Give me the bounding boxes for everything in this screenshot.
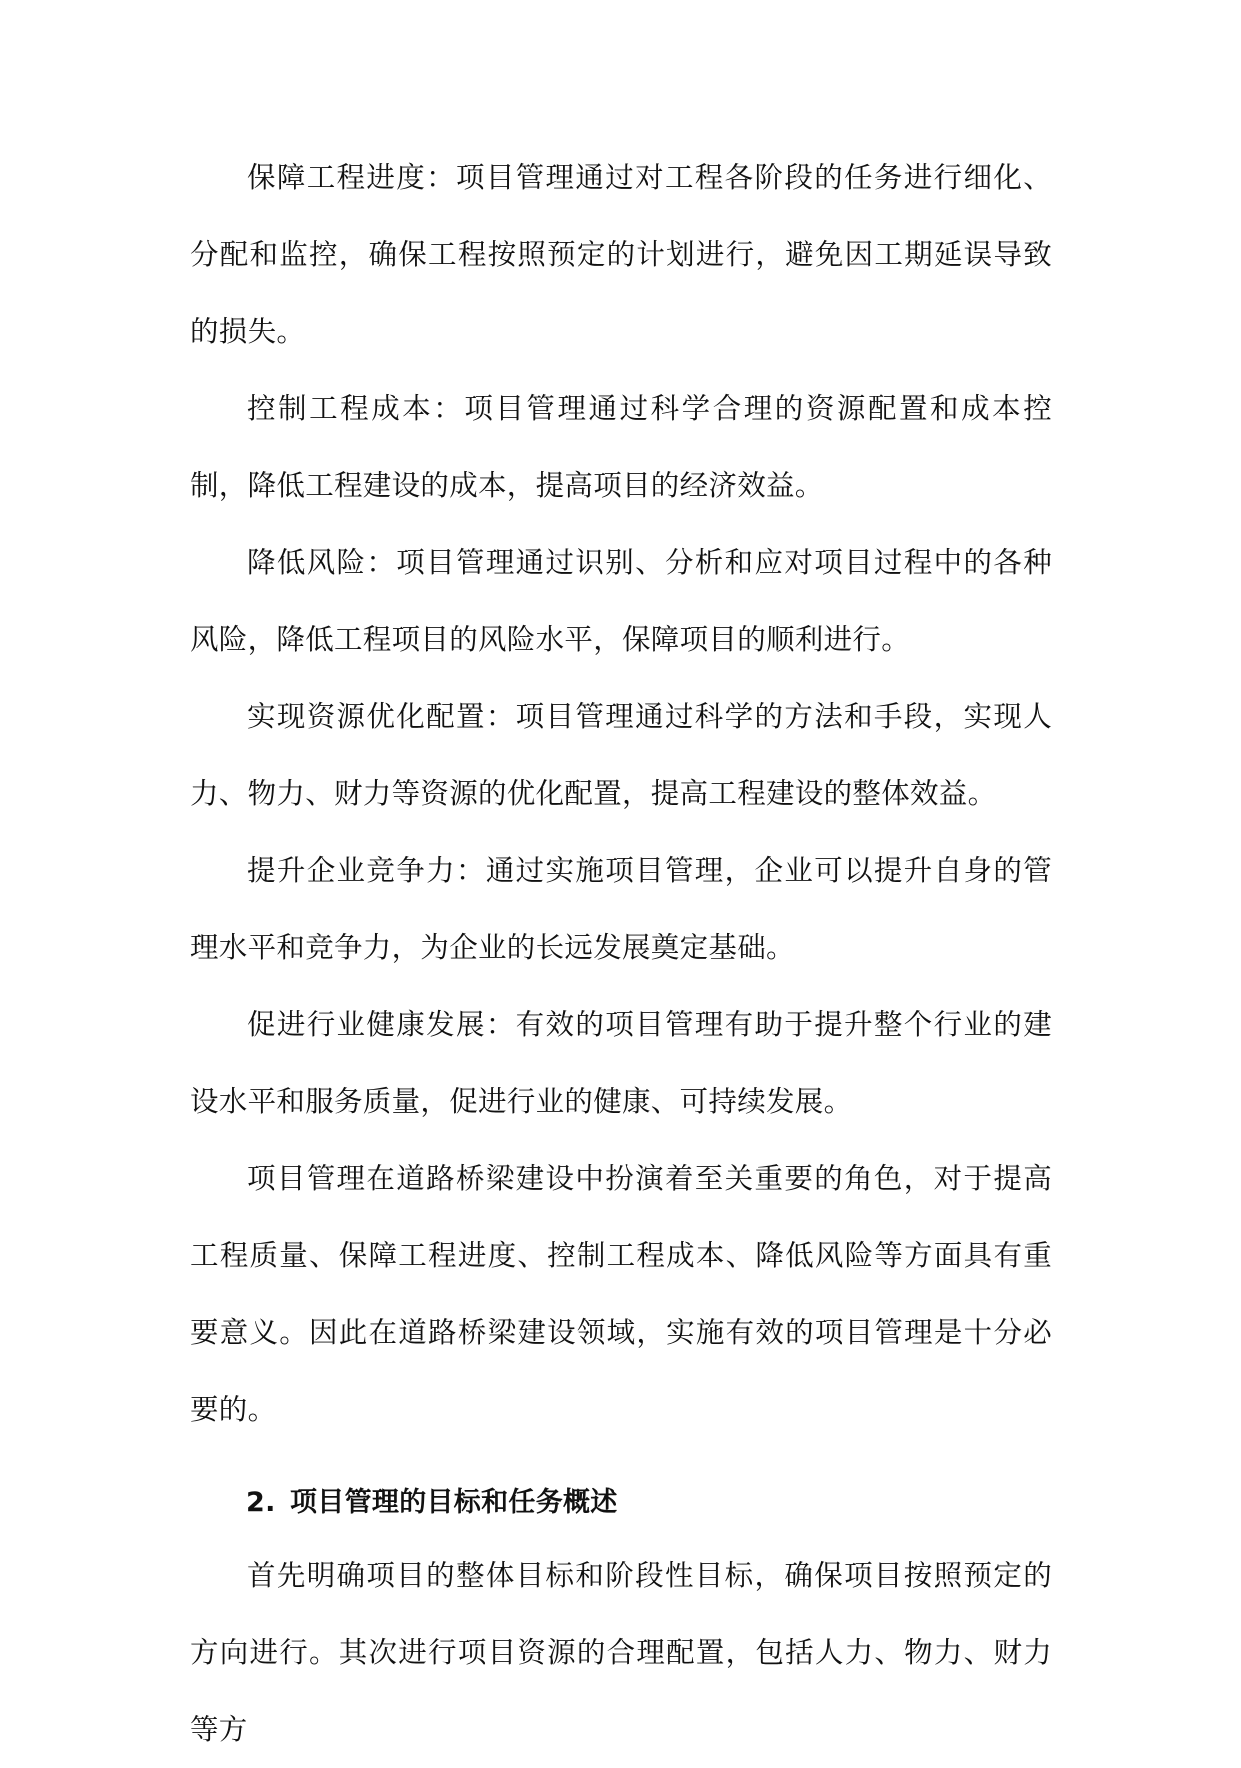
section-heading (190, 1469, 1052, 1537)
paragraph-summary: 项目管理在道路桥梁建设中扮演着至关重要的角色，对于提高工程质量、保障工程进度、控制工程成本、降低风险等方面具有重要意义。因此在道路桥梁建设领域，实施有效的项目管理是十分必要的。 (190, 1162, 1052, 1426)
paragraph-resources: 实现资源优化配置：项目管理通过科学的方法和手段，实现人力、物力、财力等资源的优化配置，提高工程建设的整体效益。 (190, 700, 1052, 810)
paragraph-cost: 控制工程成本：项目管理通过科学合理的资源配置和成本控制，降低工程建设的成本，提高项目的经济效益。 (190, 392, 1052, 502)
section-title: 项目管理的目标和任务概述 (290, 1487, 618, 1518)
document-body (190, 139, 1052, 1768)
paragraph-risk: 降低风险：项目管理通过识别、分析和应对项目过程中的各种风险，降低工程项目的风险水平，保障项目的顺利进行。 (190, 546, 1052, 656)
paragraph-schedule: 保障工程进度：项目管理通过对工程各阶段的任务进行细化、分配和监控，确保工程按照预定的计划进行，避免因工期延误导致的损失。 (190, 161, 1052, 348)
paragraph-competitiveness: 提升企业竞争力：通过实施项目管理，企业可以提升自身的管理水平和竞争力，为企业的长远发展奠定基础。 (190, 854, 1052, 964)
paragraph-goals: 首先明确项目的整体目标和阶段性目标，确保项目按照预定的方向进行。其次进行项目资源的合理配置，包括人力、物力、财力等方 (190, 1559, 1052, 1746)
section-number: 2. (246, 1487, 276, 1518)
paragraph-industry: 促进行业健康发展：有效的项目管理有助于提升整个行业的建设水平和服务质量，促进行业的健康、可持续发展。 (190, 1008, 1052, 1118)
